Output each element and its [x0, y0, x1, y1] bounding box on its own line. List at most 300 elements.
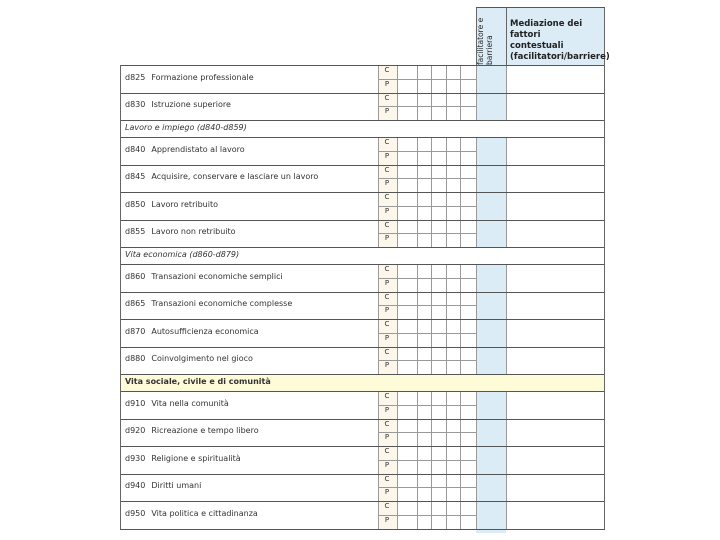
qualifier-checkbox[interactable]: [432, 488, 446, 501]
table-row: [125, 481, 201, 490]
qualifier-checkbox[interactable]: [447, 279, 460, 292]
qualifier-checkbox[interactable]: [432, 107, 446, 120]
qualifier-checkbox[interactable]: [418, 320, 431, 333]
qualifier-checkbox[interactable]: [447, 361, 460, 374]
qualifier-checkbox[interactable]: [398, 66, 417, 79]
qualifier-checkbox[interactable]: [418, 66, 431, 79]
item-label: Formazione professionale: [151, 72, 254, 82]
qualifier-checkbox[interactable]: [418, 433, 431, 446]
qualifier-checkbox[interactable]: [418, 334, 431, 347]
qualifier-checkbox[interactable]: [418, 279, 431, 292]
qualifier-c-label: C: [384, 447, 390, 455]
qualifier-checkbox[interactable]: [447, 293, 460, 306]
qualifier-checkbox[interactable]: [418, 94, 431, 107]
qualifier-checkbox[interactable]: [398, 138, 417, 151]
qualifier-checkbox[interactable]: [418, 107, 431, 120]
qualifier-checkbox[interactable]: [398, 516, 417, 529]
qualifier-checkbox[interactable]: [432, 433, 446, 446]
mediation-header: [510, 19, 610, 63]
grid-vline: [378, 137, 379, 165]
row-divider: [120, 65, 605, 66]
qualifier-checkbox[interactable]: [461, 348, 476, 361]
item-code: d910: [125, 398, 146, 408]
qualifier-checkbox[interactable]: [447, 461, 460, 474]
mediation-cell[interactable]: [507, 221, 604, 248]
qualifier-checkbox[interactable]: [461, 234, 476, 247]
mediation-title: Mediazione dei fattori: [510, 19, 583, 40]
item-code: d860: [125, 271, 146, 281]
qualifier-checkbox[interactable]: [447, 193, 460, 206]
qualifier-c-label: C: [384, 474, 390, 483]
qualifier-checkbox[interactable]: [418, 461, 431, 474]
qualifier-checkbox[interactable]: [461, 488, 476, 501]
facilitator-cell[interactable]: [477, 265, 506, 292]
row-divider: [120, 446, 605, 447]
row-divider: [120, 501, 605, 502]
qualifier-checkbox[interactable]: [432, 152, 446, 165]
qualifier-checkbox[interactable]: [432, 461, 446, 474]
grid-vline: [378, 192, 379, 220]
qualifier-checkbox[interactable]: [398, 152, 417, 165]
qualifier-checkbox[interactable]: [418, 447, 431, 460]
qualifier-checkbox[interactable]: [418, 406, 431, 419]
qualifier-c-label: C: [384, 292, 390, 301]
qualifier-checkbox[interactable]: [461, 66, 476, 79]
qualifier-checkbox[interactable]: [461, 94, 476, 107]
qualifier-checkbox[interactable]: [461, 461, 476, 474]
qualifier-checkbox[interactable]: [398, 265, 417, 278]
qualifier-p-label: P: [384, 306, 390, 315]
qualifier-checkbox[interactable]: [432, 447, 446, 460]
grid-vline: [378, 319, 379, 347]
item-label: Acquisire, conservare e lasciare un lavoro: [151, 172, 319, 182]
item-label: Coinvolgimento nel gioco: [151, 354, 253, 364]
qualifier-checkbox[interactable]: [461, 279, 476, 292]
qualifier-checkbox[interactable]: [398, 179, 417, 192]
grid-vline: [378, 446, 379, 474]
qualifier-checkbox[interactable]: [432, 138, 446, 151]
qualifier-checkbox[interactable]: [447, 348, 460, 361]
qualifier-p-label: P: [384, 234, 390, 243]
qualifier-checkbox[interactable]: [447, 166, 460, 179]
item-code: d930: [125, 453, 146, 463]
mediation-cell[interactable]: [507, 166, 604, 193]
qualifier-checkbox[interactable]: [398, 234, 417, 247]
qualifier-checkbox[interactable]: [432, 406, 446, 419]
qualifier-checkbox[interactable]: [418, 348, 431, 361]
qualifier-checkbox[interactable]: [398, 348, 417, 361]
qualifier-checkbox[interactable]: [447, 392, 460, 405]
table-row: [125, 509, 258, 518]
facilitator-cell[interactable]: [477, 293, 506, 320]
header-vline: [506, 7, 507, 65]
qualifier-checkbox[interactable]: [461, 361, 476, 374]
facilitator-cell[interactable]: [477, 94, 506, 121]
item-label: Apprendistato al lavoro: [151, 144, 245, 154]
qualifier-checkbox[interactable]: [398, 279, 417, 292]
qualifier-checkbox[interactable]: [398, 433, 417, 446]
item-label: Transazioni economiche semplici: [151, 271, 283, 281]
mediation-cell[interactable]: [507, 447, 604, 474]
qualifier-checkbox[interactable]: [461, 207, 476, 220]
mediation-cell[interactable]: [507, 66, 604, 93]
qualifier-checkbox[interactable]: [418, 80, 431, 93]
qualifier-checkbox[interactable]: [418, 488, 431, 501]
item-code: d920: [125, 426, 146, 436]
qualifier-checkbox[interactable]: [461, 420, 476, 433]
qualifier-checkbox[interactable]: [461, 138, 476, 151]
row-divider: [120, 374, 605, 375]
qualifier-checkbox[interactable]: [447, 152, 460, 165]
qualifier-checkbox[interactable]: [398, 461, 417, 474]
qualifier-checkbox[interactable]: [418, 179, 431, 192]
grid-vline: [378, 264, 379, 292]
row-divider: [120, 220, 605, 221]
row-divider: [120, 247, 605, 248]
facilitator-cell[interactable]: [477, 447, 506, 474]
item-code: d950: [125, 508, 146, 518]
qualifier-checkbox[interactable]: [432, 420, 446, 433]
qualifier-checkbox[interactable]: [432, 475, 446, 488]
qualifier-checkbox[interactable]: [447, 207, 460, 220]
qualifier-checkbox[interactable]: [432, 502, 446, 515]
mediation-cell[interactable]: [507, 265, 604, 292]
qualifier-checkbox[interactable]: [447, 475, 460, 488]
qualifier-checkbox[interactable]: [432, 179, 446, 192]
table-right-border: [604, 7, 605, 529]
table-row: [125, 200, 218, 209]
qualifier-checkbox[interactable]: [398, 334, 417, 347]
qualifier-checkbox[interactable]: [432, 66, 446, 79]
qualifier-checkbox[interactable]: [398, 488, 417, 501]
qualifier-checkbox[interactable]: [432, 166, 446, 179]
qualifier-checkbox[interactable]: [398, 94, 417, 107]
qualifier-checkbox[interactable]: [432, 392, 446, 405]
qualifier-checkbox[interactable]: [461, 320, 476, 333]
table-row: [125, 73, 254, 82]
row-divider: [120, 292, 605, 293]
qualifier-p-label: P: [384, 79, 390, 88]
qualifier-c-label: C: [384, 392, 390, 400]
facilitator-cell[interactable]: [477, 193, 506, 220]
qualifier-checkbox[interactable]: [447, 265, 460, 278]
qualifier-checkbox[interactable]: [432, 80, 446, 93]
qualifier-p-label: P: [384, 333, 390, 342]
row-divider: [120, 93, 605, 94]
qualifier-checkbox[interactable]: [461, 166, 476, 179]
row-divider: [120, 419, 605, 420]
qualifier-p-label: P: [384, 433, 390, 442]
table-row: [125, 145, 245, 154]
qualifier-checkbox[interactable]: [447, 179, 460, 192]
qualifier-checkbox[interactable]: [398, 320, 417, 333]
qualifier-p-label: P: [384, 405, 390, 414]
grid-vline: [378, 165, 379, 193]
qualifier-c-label: C: [384, 220, 390, 229]
qualifier-c-label: C: [384, 193, 390, 201]
qualifier-checkbox[interactable]: [398, 392, 417, 405]
qualifier-checkbox[interactable]: [447, 406, 460, 419]
item-code: d850: [125, 199, 146, 209]
item-code: d825: [125, 72, 146, 82]
qualifier-checkbox[interactable]: [447, 80, 460, 93]
qualifier-checkbox[interactable]: [398, 361, 417, 374]
qualifier-checkbox[interactable]: [447, 502, 460, 515]
qualifier-checkbox[interactable]: [418, 234, 431, 247]
facilitator-cell[interactable]: [477, 348, 506, 375]
row-divider: [120, 529, 605, 530]
qualifier-checkbox[interactable]: [447, 516, 460, 529]
qualifier-checkbox[interactable]: [398, 207, 417, 220]
qualifier-checkbox[interactable]: [447, 66, 460, 79]
qualifier-checkbox[interactable]: [461, 447, 476, 460]
mediation-cell[interactable]: [507, 293, 604, 320]
qualifier-checkbox[interactable]: [432, 306, 446, 319]
facilitator-cell[interactable]: [477, 320, 506, 347]
item-label: Autosufficienza economica: [151, 326, 259, 336]
qualifier-c-label: C: [384, 502, 390, 510]
item-label: Transazioni economiche complesse: [151, 299, 293, 309]
qualifier-p-label: P: [384, 515, 390, 524]
table-row: [125, 454, 241, 463]
item-code: d880: [125, 354, 146, 364]
qualifier-checkbox[interactable]: [432, 193, 446, 206]
grid-vline: [378, 220, 379, 248]
qualifier-checkbox[interactable]: [432, 320, 446, 333]
table-left-border: [120, 65, 121, 529]
table-row: [125, 172, 318, 181]
row-divider: [120, 137, 605, 138]
facilitator-cell[interactable]: [477, 138, 506, 165]
row-divider: [120, 264, 605, 265]
qualifier-c-label: C: [384, 265, 390, 273]
item-label: Ricreazione e tempo libero: [151, 426, 259, 436]
qualifier-checkbox[interactable]: [398, 166, 417, 179]
qualifier-checkbox[interactable]: [447, 107, 460, 120]
qualifier-checkbox[interactable]: [461, 152, 476, 165]
qualifier-checkbox[interactable]: [447, 488, 460, 501]
qualifier-checkbox[interactable]: [447, 433, 460, 446]
qualifier-c-label: C: [384, 138, 390, 146]
table-row: [125, 354, 253, 363]
qualifier-checkbox[interactable]: [461, 306, 476, 319]
qualifier-checkbox[interactable]: [432, 516, 446, 529]
qualifier-checkbox[interactable]: [418, 207, 431, 220]
table-row: [125, 227, 236, 236]
facilitator-cell[interactable]: [477, 66, 506, 93]
qualifier-checkbox[interactable]: [418, 138, 431, 151]
qualifier-checkbox[interactable]: [432, 348, 446, 361]
qualifier-checkbox[interactable]: [432, 293, 446, 306]
qualifier-checkbox[interactable]: [461, 80, 476, 93]
mediation-subtitle: contestuali: [510, 41, 564, 51]
qualifier-checkbox[interactable]: [398, 107, 417, 120]
qualifier-checkbox[interactable]: [398, 193, 417, 206]
qualifier-checkbox[interactable]: [461, 193, 476, 206]
qualifier-c-label: C: [384, 93, 390, 102]
mediation-cell[interactable]: [507, 392, 604, 419]
mediation-cell[interactable]: [507, 138, 604, 165]
qualifier-c-label: C: [384, 165, 390, 174]
table-row: [125, 100, 231, 109]
qualifier-checkbox[interactable]: [461, 179, 476, 192]
qualifier-checkbox[interactable]: [398, 447, 417, 460]
section-blue-fill: [476, 247, 506, 264]
item-label: Diritti umani: [151, 481, 202, 491]
qualifier-checkbox[interactable]: [418, 306, 431, 319]
qualifier-checkbox[interactable]: [418, 221, 431, 234]
table-row: [125, 299, 292, 308]
facilitator-cell[interactable]: [477, 475, 506, 502]
item-code: d830: [125, 100, 146, 110]
qualifier-checkbox[interactable]: [447, 234, 460, 247]
qualifier-checkbox[interactable]: [398, 80, 417, 93]
qualifier-c-label: C: [384, 320, 390, 328]
qualifier-checkbox[interactable]: [461, 502, 476, 515]
item-code: d855: [125, 227, 146, 237]
row-divider: [120, 319, 605, 320]
qualifier-checkbox[interactable]: [418, 265, 431, 278]
qualifier-checkbox[interactable]: [447, 320, 460, 333]
qualifier-checkbox[interactable]: [461, 392, 476, 405]
qualifier-c-label: C: [384, 419, 390, 428]
grid-vline: [378, 501, 379, 529]
qualifier-checkbox[interactable]: [418, 475, 431, 488]
facilitator-cell[interactable]: [477, 502, 506, 529]
qualifier-checkbox[interactable]: [398, 475, 417, 488]
qualifier-checkbox[interactable]: [418, 392, 431, 405]
facilitator-barrier-header: [476, 7, 506, 65]
grid-vline: [378, 65, 379, 93]
item-label: Religione e spiritualità: [151, 453, 241, 463]
qualifier-checkbox[interactable]: [418, 516, 431, 529]
mediation-cell[interactable]: [507, 193, 604, 220]
qualifier-p-label: P: [384, 179, 390, 188]
qualifier-checkbox[interactable]: [461, 221, 476, 234]
grid-vline: [378, 419, 379, 447]
qualifier-checkbox[interactable]: [461, 475, 476, 488]
facilitator-cell[interactable]: [477, 221, 506, 248]
qualifier-checkbox[interactable]: [418, 152, 431, 165]
section-heading: Lavoro e impiego (d840-d859): [125, 123, 247, 132]
qualifier-p-label: P: [384, 488, 390, 497]
qualifier-p-label: P: [384, 361, 390, 370]
item-code: d940: [125, 481, 146, 491]
item-code: d865: [125, 299, 146, 309]
qualifier-checkbox[interactable]: [418, 193, 431, 206]
qualifier-checkbox[interactable]: [418, 502, 431, 515]
qualifier-checkbox[interactable]: [398, 306, 417, 319]
mediation-cell[interactable]: [507, 420, 604, 447]
row-divider: [120, 120, 605, 121]
table-row: [125, 399, 229, 408]
facilitator-barrier-label: facilitatore e barriera: [476, 17, 494, 65]
row-divider: [120, 474, 605, 475]
qualifier-checkbox[interactable]: [398, 221, 417, 234]
qualifier-checkbox[interactable]: [432, 221, 446, 234]
qualifier-checkbox[interactable]: [418, 420, 431, 433]
row-divider: [120, 165, 605, 166]
qualifier-checkbox[interactable]: [447, 221, 460, 234]
item-label: Vita nella comunità: [151, 398, 229, 408]
qualifier-checkbox[interactable]: [461, 265, 476, 278]
item-code: d840: [125, 144, 146, 154]
qualifier-checkbox[interactable]: [447, 334, 460, 347]
qualifier-checkbox[interactable]: [398, 502, 417, 515]
grid-vline: [378, 391, 379, 419]
qualifier-checkbox[interactable]: [447, 306, 460, 319]
qualifier-checkbox[interactable]: [418, 361, 431, 374]
mediation-note: (facilitatori/barriere): [510, 52, 610, 62]
qualifier-checkbox[interactable]: [447, 420, 460, 433]
qualifier-checkbox[interactable]: [461, 516, 476, 529]
qualifier-p-label: P: [384, 278, 390, 287]
item-code: d845: [125, 172, 146, 182]
table-row: [125, 426, 259, 435]
qualifier-checkbox[interactable]: [461, 293, 476, 306]
row-divider: [120, 192, 605, 193]
mediation-cell[interactable]: [507, 94, 604, 121]
chapter-heading: Vita sociale, civile e di comunità: [125, 377, 271, 386]
qualifier-checkbox[interactable]: [432, 265, 446, 278]
mediation-cell[interactable]: [507, 320, 604, 347]
qualifier-c-label: C: [384, 347, 390, 356]
qualifier-checkbox[interactable]: [398, 406, 417, 419]
item-code: d870: [125, 326, 146, 336]
qualifier-checkbox[interactable]: [418, 166, 431, 179]
qualifier-checkbox[interactable]: [432, 94, 446, 107]
facilitator-cell[interactable]: [477, 166, 506, 193]
qualifier-p-label: P: [384, 460, 390, 469]
row-divider: [120, 391, 605, 392]
icf-checklist-table: [120, 7, 610, 533]
qualifier-p-label: P: [384, 151, 390, 160]
grid-vline: [378, 347, 379, 375]
qualifier-checkbox[interactable]: [447, 94, 460, 107]
qualifier-checkbox[interactable]: [432, 279, 446, 292]
section-blue-fill: [476, 120, 506, 137]
qualifier-checkbox[interactable]: [447, 447, 460, 460]
qualifier-checkbox[interactable]: [418, 293, 431, 306]
qualifier-checkbox[interactable]: [461, 406, 476, 419]
qualifier-checkbox[interactable]: [447, 138, 460, 151]
qualifier-checkbox[interactable]: [461, 107, 476, 120]
facilitator-cell[interactable]: [477, 392, 506, 419]
section-heading: Vita economica (d860-d879): [125, 250, 240, 259]
qualifier-checkbox[interactable]: [432, 234, 446, 247]
mediation-cell[interactable]: [507, 502, 604, 529]
grid-vline: [378, 93, 379, 121]
row-divider: [120, 347, 605, 348]
qualifier-checkbox[interactable]: [461, 433, 476, 446]
qualifier-checkbox[interactable]: [461, 334, 476, 347]
facilitator-cell[interactable]: [477, 420, 506, 447]
qualifier-checkbox[interactable]: [432, 361, 446, 374]
mediation-cell[interactable]: [507, 348, 604, 375]
qualifier-p-label: P: [384, 206, 390, 215]
table-row: [125, 272, 283, 281]
qualifier-checkbox[interactable]: [432, 334, 446, 347]
mediation-cell[interactable]: [507, 475, 604, 502]
qualifier-checkbox[interactable]: [398, 420, 417, 433]
item-label: Lavoro retribuito: [151, 199, 218, 209]
qualifier-checkbox[interactable]: [432, 207, 446, 220]
item-label: Vita politica e cittadinanza: [151, 508, 258, 518]
qualifier-p-label: P: [384, 107, 390, 116]
qualifier-c-label: C: [384, 66, 390, 74]
qualifier-checkbox[interactable]: [398, 293, 417, 306]
table-row: [125, 327, 259, 336]
